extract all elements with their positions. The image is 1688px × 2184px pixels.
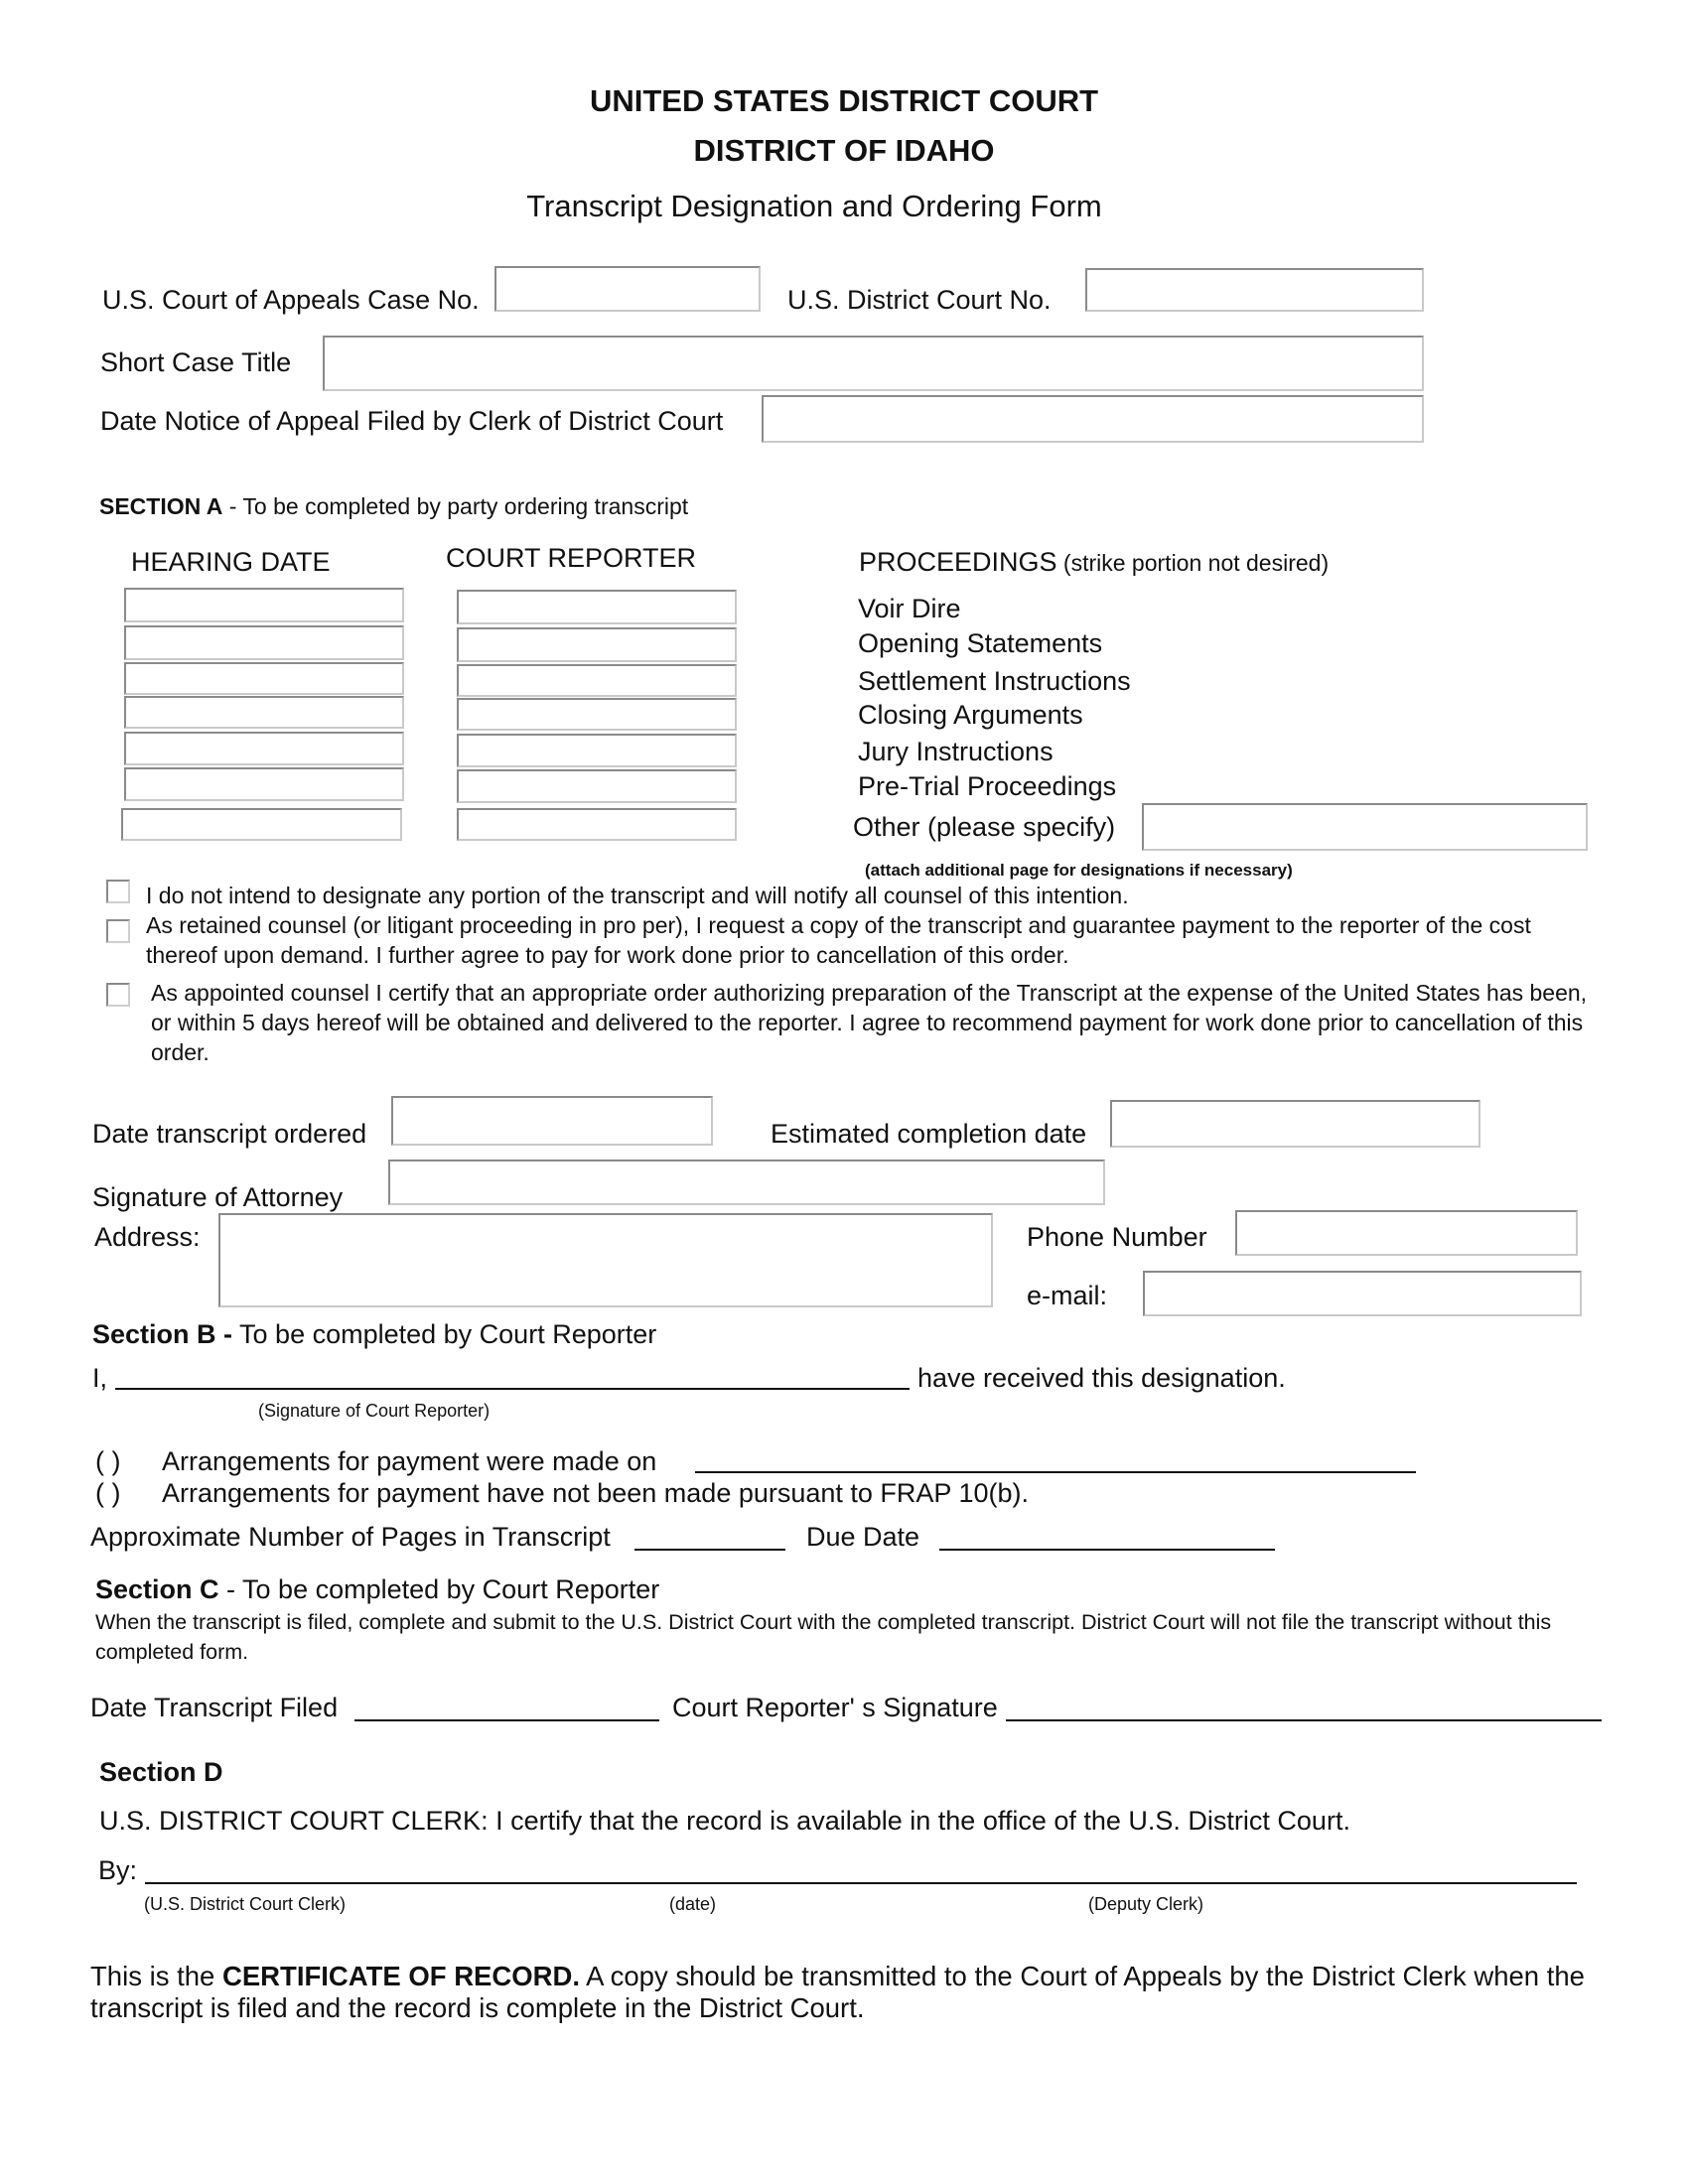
- date-caption: (date): [669, 1894, 717, 1914]
- other-label: Other (please specify): [853, 812, 1116, 842]
- proceeding-item: Jury Instructions: [858, 737, 1054, 766]
- arrangement-not-made-text: Arrangements for payment have not been made pursuant to FRAP 10(b).: [162, 1478, 1029, 1508]
- clerk-caption: (U.S. District Court Clerk): [144, 1894, 347, 1914]
- phone-input[interactable]: [1235, 1210, 1578, 1256]
- proceedings-note: (strike portion not desired): [1056, 550, 1330, 576]
- footer-suffix: A copy should be transmitted to the Court of Appeals by the District Clerk when the transcript is filed and the record is complete in the District Court.: [90, 1961, 1585, 2023]
- proceedings-title: PROCEEDINGS: [859, 547, 1057, 577]
- pages-line[interactable]: [634, 1549, 785, 1551]
- section-c-title: Section C: [95, 1574, 219, 1604]
- proceeding-item: Closing Arguments: [858, 700, 1083, 730]
- section-c-heading: [95, 1573, 659, 1605]
- court-reporter-input[interactable]: [457, 664, 737, 697]
- court-reporter-input[interactable]: [457, 627, 737, 662]
- reporter-signature-c-line[interactable]: [1006, 1719, 1602, 1721]
- reporter-signature-label: Court Reporter' s Signature: [672, 1693, 998, 1722]
- footer-prefix: This is the: [90, 1961, 222, 1991]
- pages-label: Approximate Number of Pages in Transcript: [90, 1522, 611, 1552]
- section-b-title: Section B -: [92, 1319, 233, 1349]
- date-ordered-label: Date transcript ordered: [92, 1119, 367, 1149]
- other-specify-input[interactable]: [1142, 803, 1588, 851]
- date-filed-label: Date Transcript Filed: [90, 1693, 339, 1722]
- section-b-subtitle: To be completed by Court Reporter: [232, 1319, 657, 1349]
- proceeding-item: Pre-Trial Proceedings: [858, 771, 1117, 801]
- hearing-date-input[interactable]: [124, 625, 404, 660]
- notice-date-label: Date Notice of Appeal Filed by Clerk of District Court: [100, 406, 724, 436]
- notice-date-input[interactable]: [762, 395, 1424, 443]
- district-name: DISTRICT OF IDAHO: [693, 133, 995, 168]
- i-label: I,: [92, 1363, 108, 1393]
- attach-note: (attach additional page for designations if necessary): [865, 861, 1293, 880]
- district-court-no-label: U.S. District Court No.: [787, 285, 1052, 315]
- hearing-date-input[interactable]: [121, 808, 402, 841]
- proceedings-header: [859, 546, 1329, 578]
- by-label: By:: [98, 1855, 138, 1885]
- footer-bold: CERTIFICATE OF RECORD.: [221, 1961, 581, 1991]
- court-reporter-header: COURT REPORTER: [446, 543, 697, 573]
- email-input[interactable]: [1143, 1271, 1582, 1316]
- certification-text: As appointed counsel I certify that an appropriate order authorizing preparation of the Transcript at the expense of the United States has been, or within 5 days hereof will be obtained and delivered to the reporter. I agree to recommend payment for work done prior to cancellation of this order.: [151, 980, 1588, 1065]
- attorney-signature-input[interactable]: [388, 1160, 1105, 1205]
- clerk-signature-line[interactable]: [145, 1882, 1577, 1884]
- section-d-heading: Section D: [99, 1757, 223, 1787]
- reporter-signature-caption: (Signature of Court Reporter): [258, 1401, 491, 1421]
- section-a-subtitle: - To be completed by party ordering transcript: [222, 493, 689, 519]
- certificate-of-record-note: [90, 1961, 1639, 2024]
- appeals-case-input[interactable]: [494, 266, 761, 312]
- retained-counsel-checkbox[interactable]: [106, 919, 130, 943]
- form-title: Transcript Designation and Ordering Form: [526, 189, 1102, 223]
- proceeding-item: Voir Dire: [858, 594, 961, 623]
- section-a-heading: [99, 492, 688, 520]
- clerk-certification: U.S. DISTRICT COURT CLERK: I certify that the record is available in the office of the U.S. District Court.: [99, 1806, 1350, 1836]
- hearing-date-input[interactable]: [124, 767, 404, 801]
- due-date-label: Due Date: [806, 1522, 920, 1552]
- certification-text: I do not intend to designate any portion of the transcript and will notify all counsel of this intention.: [146, 883, 1129, 908]
- est-completion-label: Estimated completion date: [771, 1119, 1087, 1149]
- attorney-signature-label: Signature of Attorney: [92, 1182, 344, 1212]
- date-ordered-input[interactable]: [391, 1096, 713, 1146]
- arrangement-date-line[interactable]: [695, 1471, 1416, 1473]
- phone-label: Phone Number: [1027, 1222, 1207, 1252]
- est-completion-input[interactable]: [1110, 1100, 1480, 1148]
- court-reporter-input[interactable]: [457, 734, 737, 767]
- section-c-subtitle: - To be completed by Court Reporter: [218, 1574, 660, 1604]
- hearing-date-input[interactable]: [124, 696, 404, 729]
- hearing-date-header: HEARING DATE: [131, 547, 331, 577]
- hearing-date-input[interactable]: [124, 732, 404, 765]
- proceeding-item: Opening Statements: [858, 628, 1103, 658]
- due-date-line[interactable]: [939, 1549, 1275, 1551]
- section-a-title: SECTION A: [99, 493, 223, 519]
- court-reporter-input[interactable]: [457, 769, 737, 803]
- appointed-counsel-checkbox[interactable]: [106, 983, 130, 1007]
- hearing-date-input[interactable]: [124, 662, 404, 695]
- court-reporter-input[interactable]: [457, 590, 737, 624]
- court-reporter-input[interactable]: [457, 808, 737, 841]
- hearing-date-input[interactable]: [124, 588, 404, 622]
- paren-not-made: ( ): [95, 1478, 121, 1508]
- court-name: UNITED STATES DISTRICT COURT: [589, 83, 1099, 118]
- court-reporter-input[interactable]: [457, 698, 737, 731]
- appeals-case-label: U.S. Court of Appeals Case No.: [102, 285, 480, 315]
- date-filed-line[interactable]: [354, 1719, 659, 1721]
- proceeding-item: Settlement Instructions: [858, 666, 1131, 696]
- email-label: e-mail:: [1027, 1281, 1108, 1310]
- reporter-signature-line[interactable]: [115, 1388, 910, 1390]
- section-b-heading: [92, 1318, 656, 1350]
- deputy-clerk-caption: (Deputy Clerk): [1088, 1894, 1204, 1914]
- received-text: have received this designation.: [917, 1363, 1286, 1393]
- certification-text: As retained counsel (or litigant proceeding in pro per), I request a copy of the transcript and guarantee payment to the reporter of the cost thereof upon demand. I further agree to pay for work done prior to cancellation of this order.: [146, 912, 1531, 968]
- arrangement-made-text: Arrangements for payment were made on: [162, 1446, 657, 1476]
- paren-made: ( ): [95, 1446, 121, 1476]
- short-case-title-input[interactable]: [323, 336, 1424, 391]
- address-input[interactable]: [218, 1213, 993, 1307]
- section-c-instructions: When the transcript is filed, complete and submit to the U.S. District Court with the completed transcript. District Court will not file the transcript without this completed form.: [95, 1610, 1552, 1664]
- short-case-title-label: Short Case Title: [100, 347, 292, 377]
- address-label: Address:: [94, 1222, 201, 1252]
- district-court-no-input[interactable]: [1085, 268, 1424, 312]
- no-designation-checkbox[interactable]: [106, 880, 130, 903]
